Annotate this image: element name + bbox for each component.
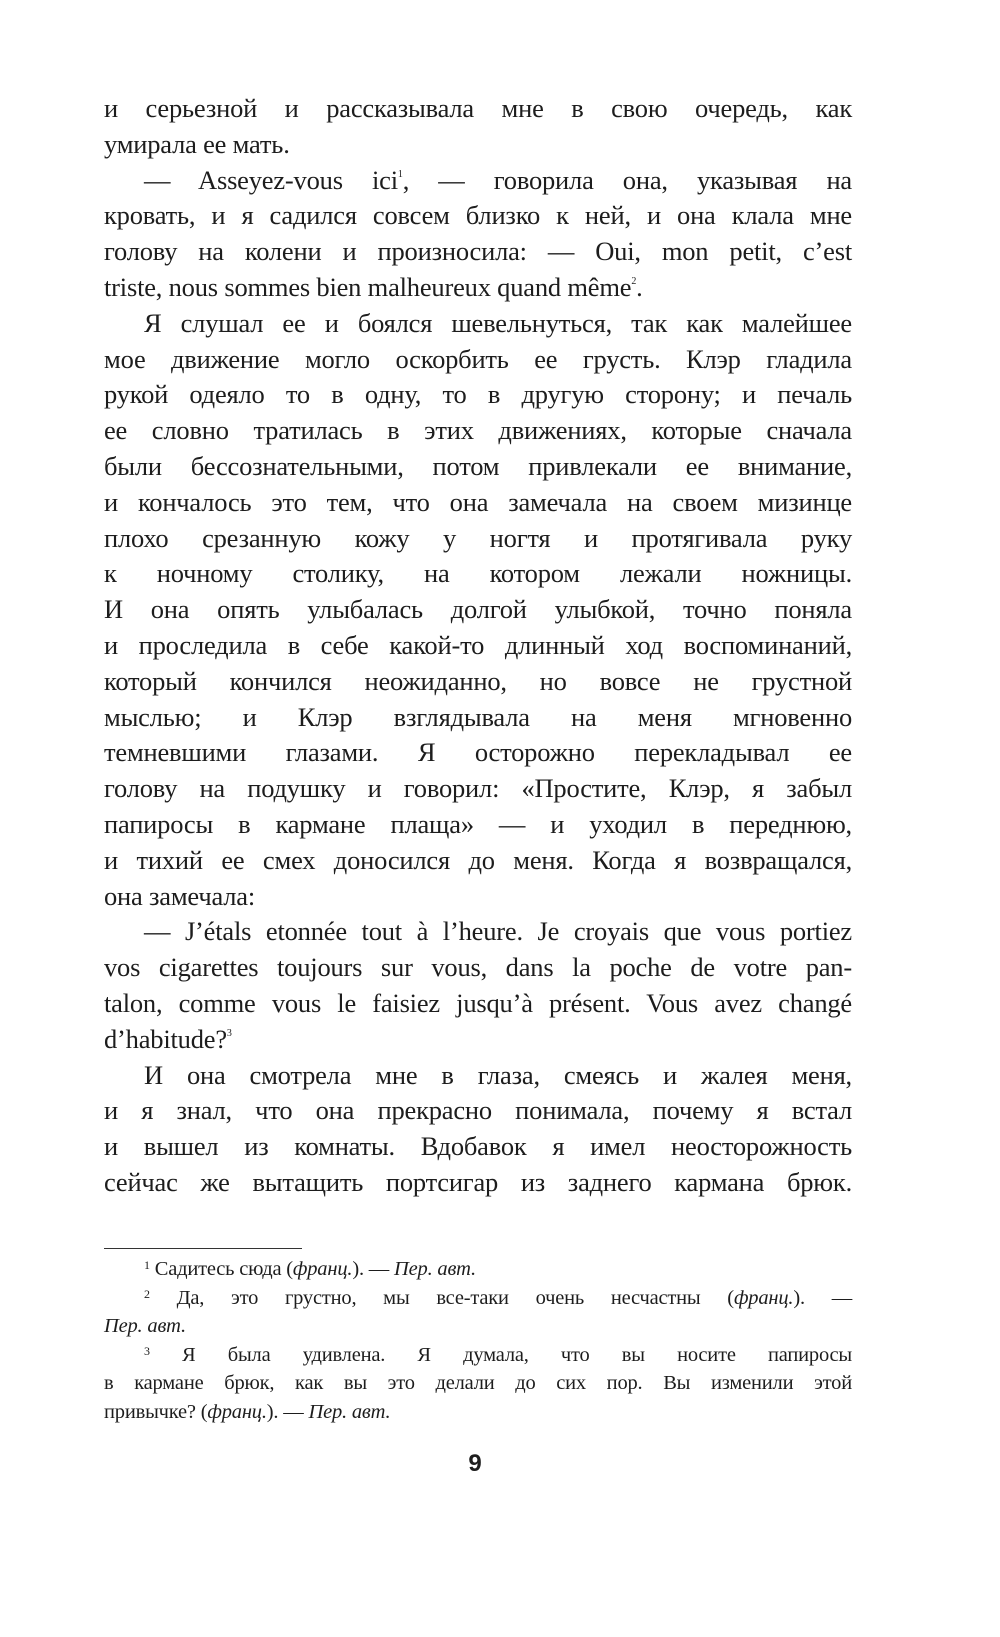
text-segment: Пер. авт. (394, 1258, 476, 1280)
text-line (104, 126, 852, 162)
text-segment: И она смотрела мне в глаза, смеясь и жалея меня, (144, 1059, 852, 1090)
text-segment: ). — (352, 1258, 395, 1280)
footnote-line (104, 1341, 852, 1369)
text-line (104, 1164, 852, 1200)
text-line (104, 233, 852, 269)
text-segment: рукой одеяло то в одну, то в другую сторону; и печаль (104, 379, 852, 410)
text-segment: triste, nous sommes bien malheureux quand même (104, 272, 632, 302)
text-line (104, 985, 852, 1021)
text-segment: франц. (733, 1286, 794, 1309)
text-line (104, 197, 852, 233)
text-segment: кровать, и я садился совсем близко к ней, и она клала мне (104, 200, 852, 231)
text-segment: . (636, 272, 643, 302)
text-segment: который кончился неожиданно, но вовсе не грустной (104, 665, 852, 696)
footnote-line (104, 1312, 852, 1340)
text-line (104, 341, 852, 377)
text-segment: , — говорила она, указывая на (402, 164, 852, 195)
text-line (104, 627, 852, 663)
text-segment: — J’étals etonnée tout à l’heure. Je croyais que vous portiez (144, 916, 852, 947)
text-segment: и я знал, что она прекрасно понимала, почему я встал (104, 1095, 852, 1126)
text-segment: И она опять улыбалась долгой улыбкой, точно поняла (104, 594, 852, 625)
text-line (104, 484, 852, 520)
text-segment: франц. (292, 1258, 353, 1280)
text-segment: d’habitude? (104, 1023, 227, 1054)
text-line (104, 555, 852, 591)
text-line (104, 376, 852, 412)
text-segment: и вышел из комнаты. Вдобавок я имел неосторожность (104, 1131, 852, 1162)
text-segment: Садитесь сюда ( (149, 1258, 293, 1280)
text-segment: — Asseyez-vous ici (144, 164, 398, 195)
footnote-marker: 2 (144, 1286, 150, 1301)
text-segment: и кончалось это тем, что она замечала на своем мизинце (104, 486, 852, 517)
text-segment: плохо срезанную кожу у ногтя и протягивала руку (104, 522, 852, 553)
text-segment: ). — (793, 1286, 852, 1309)
text-line (104, 949, 852, 985)
footnote-line (104, 1284, 852, 1312)
text-line (104, 90, 852, 126)
footnote-marker: 2 (631, 276, 637, 287)
text-segment: ее словно тратилась в этих движениях, которые сначала (104, 415, 852, 446)
footnote-line (104, 1398, 852, 1426)
text-segment: умирала ее мать. (104, 128, 290, 159)
text-line (104, 806, 852, 842)
text-segment: привычке? ( (104, 1400, 208, 1423)
text-line (104, 1128, 852, 1164)
text-line (104, 663, 852, 699)
text-line (104, 591, 852, 627)
text-segment: Я слушал ее и боялся шевельнуться, так как малейшее (144, 307, 852, 338)
text-segment: Да, это грустно, мы все-таки очень несчастны ( (149, 1286, 734, 1309)
text-segment: были бессознательными, потом привлекали ее внимание, (104, 451, 852, 481)
text-line (104, 412, 852, 448)
footnote-marker: 3 (144, 1343, 150, 1358)
text-line (104, 305, 852, 341)
page-number: 9 (468, 1450, 482, 1477)
text-line (104, 913, 852, 949)
text-segment: ). — (266, 1400, 309, 1423)
footnote-marker: 1 (144, 1258, 150, 1272)
footnote-marker: 3 (226, 1027, 232, 1039)
text-segment: Пер. авт. (104, 1315, 186, 1337)
text-line (104, 878, 852, 914)
text-line (104, 520, 852, 556)
text-line (104, 448, 852, 484)
text-segment: и тихий ее смех доносился до меня. Когда я возвращался, (104, 844, 852, 875)
text-segment: она замечала: (104, 880, 255, 911)
footnote-divider (104, 1248, 302, 1249)
text-segment: и серьезной и рассказывала мне в свою очередь, как (104, 93, 852, 123)
text-segment: Я была удивлена. Я думала, что вы носите папиросы (149, 1343, 852, 1366)
text-line (104, 770, 852, 806)
text-line (104, 1021, 852, 1057)
text-segment: к ночному столику, на котором лежали ножницы. (104, 558, 852, 589)
text-segment: vos cigarettes toujours sur vous, dans la poche de votre pan- (104, 952, 852, 983)
text-segment: голову на подушку и говорил: «Простите, Клэр, я забыл (104, 773, 852, 804)
footnote-marker: 1 (397, 168, 403, 180)
text-line (104, 269, 852, 305)
text-segment: мыслью; и Клэр взглядывала на меня мгновенно (104, 701, 852, 732)
text-segment: в кармане брюк, как вы это делали до сих пор. Вы изменили этой (104, 1372, 852, 1394)
footnote-line (104, 1369, 852, 1397)
footnote-line (104, 1255, 852, 1283)
text-line (104, 734, 852, 770)
text-segment: франц. (207, 1400, 267, 1423)
text-segment: темневшими глазами. Я осторожно перекладывал ее (104, 737, 852, 768)
text-line (104, 1092, 852, 1128)
text-segment: мое движение могло оскорбить ее грусть. Клэр гладила (104, 343, 852, 374)
text-line (104, 1057, 852, 1093)
text-segment: голову на колени и произносила: — Oui, mon petit, c’est (104, 236, 852, 267)
text-segment: talon, comme vous le faisiez jusqu’à présent. Vous avez changé (104, 988, 852, 1018)
text-segment: сейчас же вытащить портсигар из заднего кармана брюк. (104, 1167, 852, 1197)
text-segment: и проследила в себе какой-то длинный ход воспоминаний, (104, 630, 852, 660)
text-line (104, 699, 852, 735)
text-segment: Пер. авт. (308, 1400, 391, 1423)
text-line (104, 842, 852, 878)
text-line (104, 162, 852, 198)
text-segment: папиросы в кармане плаща» — и уходил в переднюю, (104, 809, 852, 839)
